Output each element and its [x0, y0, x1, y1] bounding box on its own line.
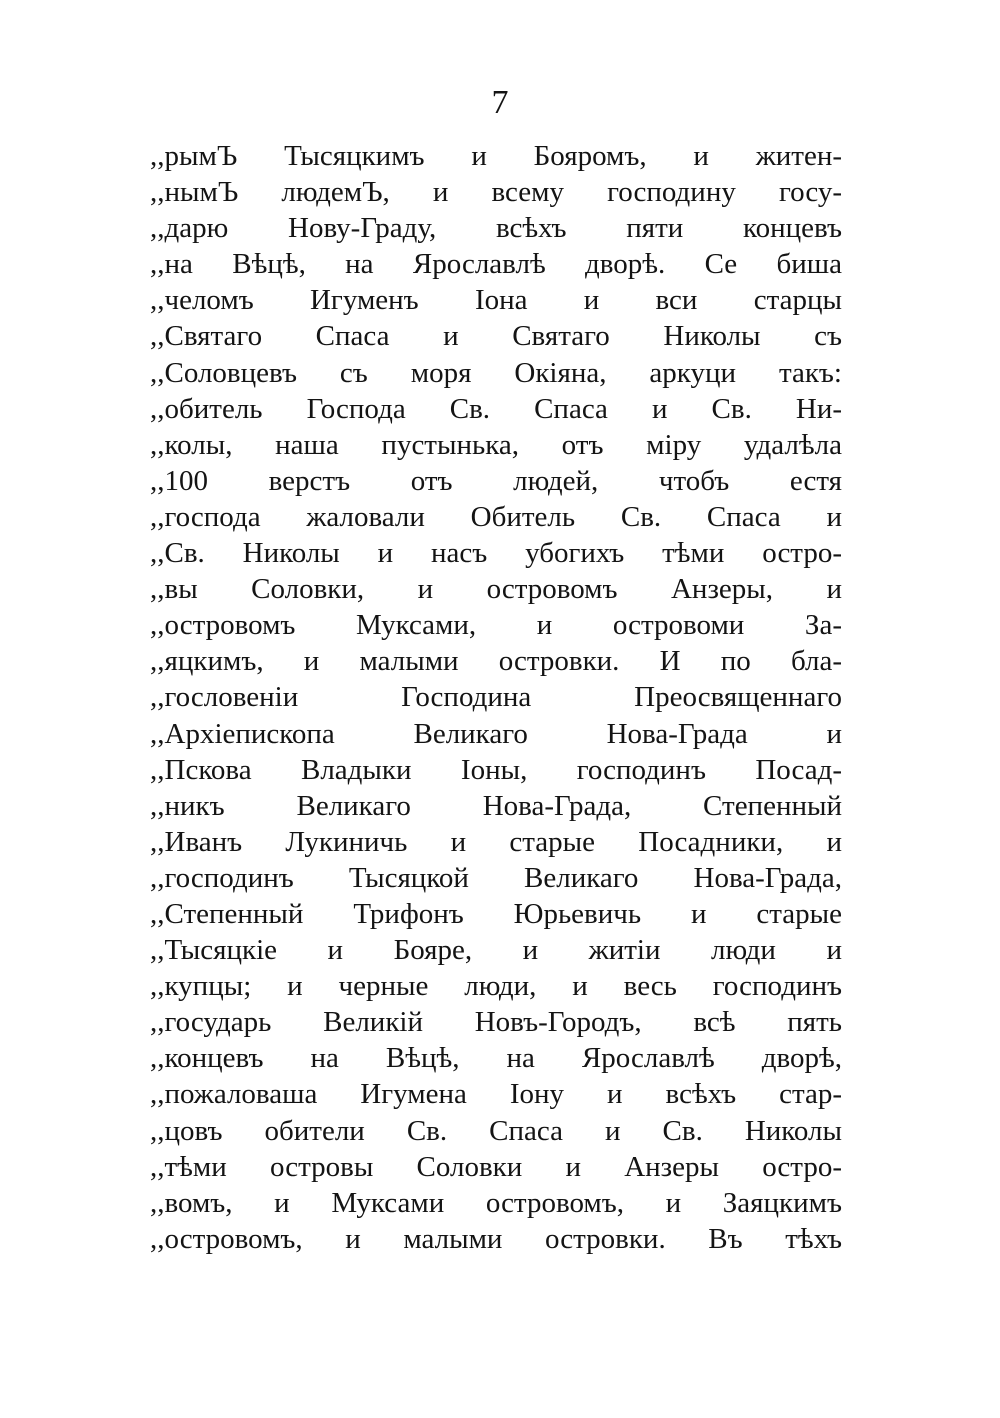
text-line: ,,100 верстъ отъ людей, чтобъ естя	[150, 464, 842, 497]
text-line: ,,господинъ Тысяцкой Великаго Нова-Града,	[150, 861, 842, 894]
text-line: ,,колы, наша пустынька, отъ міру удалѣла	[150, 428, 842, 461]
text-line: ,,дарю Нову-Граду, всѣхъ пяти концевъ	[150, 212, 842, 245]
text-line: ,,вомъ, и Муксами островомъ, и Заяцкимъ	[150, 1186, 842, 1219]
body-text	[150, 138, 842, 1257]
text-line: ,,на Вѣцѣ, на Ярославлѣ дворѣ. Се биша	[150, 248, 842, 281]
text-line: ,,пожаловаша Игумена Іону и всѣхъ стар-	[150, 1078, 842, 1111]
text-line: ,,Святаго Спаса и Святаго Николы съ	[150, 320, 842, 353]
text-line: ,,тѣми островы Соловки и Анзеры остро-	[150, 1150, 842, 1183]
text-line: ,,челомъ Игуменъ Іона и вси старцы	[150, 284, 842, 317]
text-line: ,,Св. Николы и насъ убогихъ тѣми остро-	[150, 537, 842, 570]
text-line: ,,цовъ обители Св. Спаса и Св. Николы	[150, 1114, 842, 1147]
text-line: ,,нымЪ людемЪ, и всему господину госу-	[150, 176, 842, 209]
text-line: ,,яцкимъ, и малыми островки. И по бла-	[150, 645, 842, 678]
text-line: ,,Иванъ Лукиничь и старые Посадники, и	[150, 825, 842, 858]
text-line: ,,господа жаловали Обитель Св. Спаса и	[150, 500, 842, 533]
text-line: ,,Тысяцкіе и Бояре, и житіи люди и	[150, 934, 842, 967]
text-line: ,,никъ Великаго Нова-Града, Степенный	[150, 789, 842, 822]
text-line: ,,государь Великій Новъ-Городъ, всѣ пять	[150, 1006, 842, 1039]
text-line: ,,концевъ на Вѣцѣ, на Ярославлѣ дворѣ,	[150, 1042, 842, 1075]
text-line: ,,островомъ, и малыми островки. Въ тѣхъ	[150, 1222, 842, 1255]
text-line: ,,Соловцевъ съ моря Окіяна, аркуци такъ:	[150, 356, 842, 389]
text-line: ,,Степенный Трифонъ Юрьевичь и старые	[150, 897, 842, 930]
text-line: ,,гословеніи Господина Преосвященнаго	[150, 681, 842, 714]
text-line: ,,Архіепископа Великаго Нова-Града и	[150, 717, 842, 750]
text-line: ,,рымЪ Тысяцкимъ и Бояромъ, и житен-	[150, 140, 842, 172]
text-line: ,,островомъ Муксами, и островоми За-	[150, 609, 842, 642]
text-line: ,,вы Соловки, и островомъ Анзеры, и	[150, 573, 842, 606]
text-line: ,,Пскова Владыки Іоны, господинъ Посад-	[150, 753, 842, 786]
page-number: 7	[491, 84, 509, 121]
text-line: ,,обитель Господа Св. Спаса и Св. Ни-	[150, 392, 842, 425]
text-line: ,,купцы; и черные люди, и весь господинъ	[150, 970, 842, 1003]
